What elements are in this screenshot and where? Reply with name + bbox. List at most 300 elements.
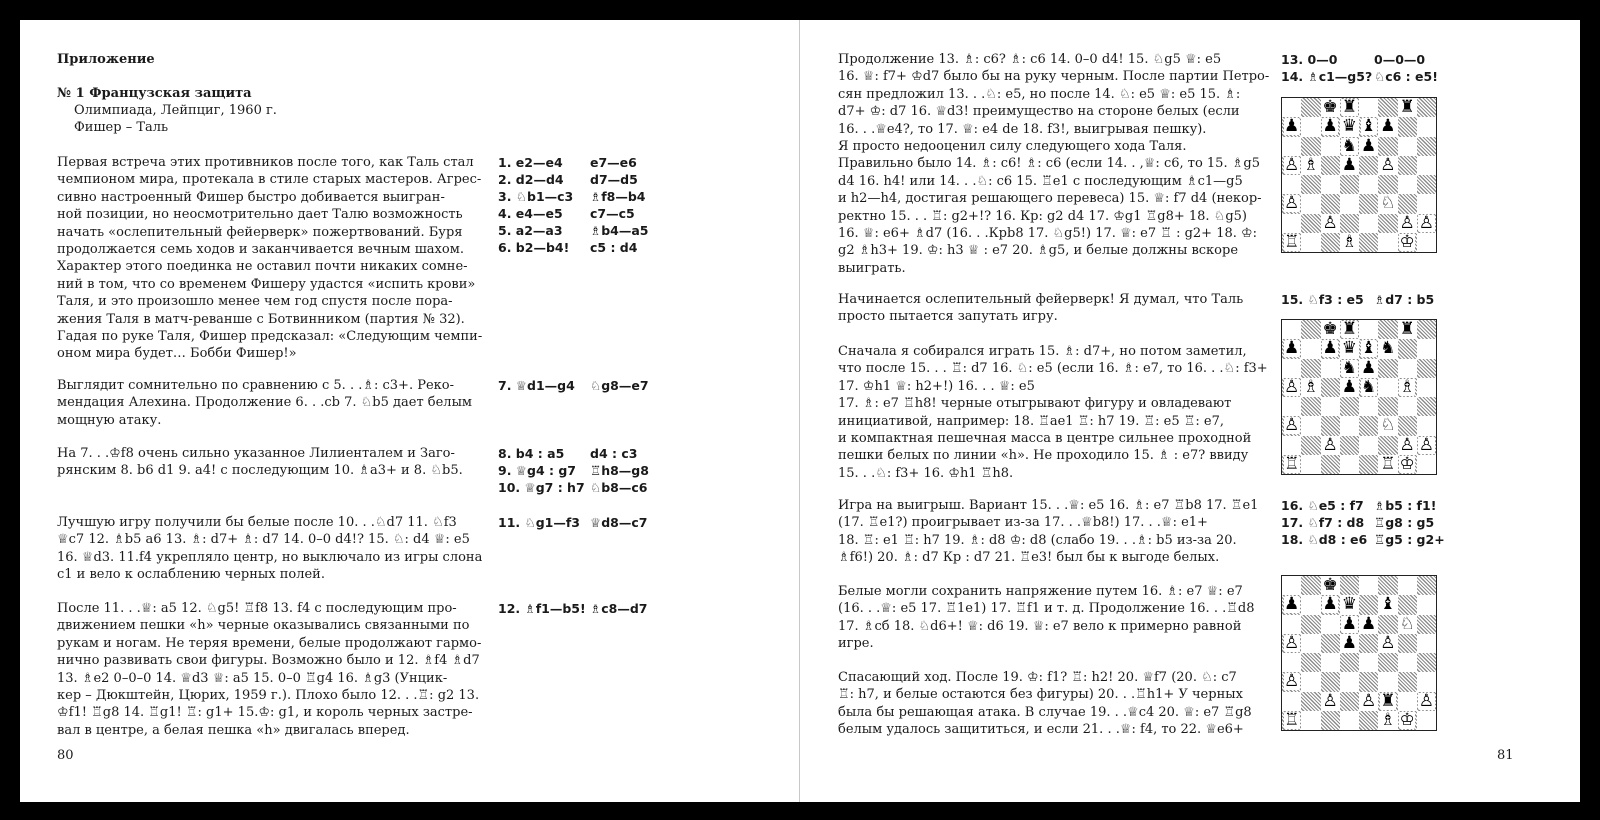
board-square bbox=[1359, 711, 1378, 730]
board-square bbox=[1359, 214, 1378, 233]
board-square bbox=[1417, 595, 1436, 614]
board-square bbox=[1340, 117, 1359, 136]
chess-piece-icon: ♝ bbox=[1361, 338, 1377, 359]
chess-piece-icon: ♙ bbox=[1380, 154, 1396, 175]
board-square bbox=[1378, 175, 1397, 194]
board-square bbox=[1340, 359, 1359, 378]
board-square bbox=[1340, 156, 1359, 175]
board-square bbox=[1321, 416, 1340, 435]
board-square bbox=[1378, 615, 1397, 634]
text-line: сян предложил 13. . .♘: e5, но после 14. ♘: e5 ♕: e5 15. ♗: bbox=[838, 86, 1241, 102]
board-square bbox=[1359, 339, 1378, 358]
black-move: ♗b5 : f1! bbox=[1374, 498, 1437, 513]
black-move: ♖g8 : g5 bbox=[1374, 515, 1435, 530]
board-square bbox=[1321, 711, 1340, 730]
board-square bbox=[1417, 320, 1436, 339]
board-square bbox=[1417, 98, 1436, 117]
black-move: ♖g5 : g2+ bbox=[1374, 532, 1445, 547]
board-square bbox=[1398, 436, 1417, 455]
board-square bbox=[1282, 98, 1301, 117]
chess-piece-icon: ♞ bbox=[1361, 376, 1377, 397]
chess-piece-icon: ♜ bbox=[1399, 319, 1415, 340]
board-square bbox=[1301, 692, 1320, 711]
board-square bbox=[1321, 576, 1340, 595]
board-square bbox=[1417, 175, 1436, 194]
board-square bbox=[1398, 455, 1417, 474]
board-square bbox=[1282, 175, 1301, 194]
board-square bbox=[1282, 416, 1301, 435]
black-move: ♘c6 : e5! bbox=[1374, 69, 1438, 84]
board-square bbox=[1340, 615, 1359, 634]
text-line: Характер этого поединка не оставил почти никаких сомне- bbox=[57, 259, 468, 275]
board-square bbox=[1359, 98, 1378, 117]
text-line: 17. ♗cб 18. ♘d6+! ♕: d6 19. ♕: e7 вело к примерно равной bbox=[838, 618, 1242, 634]
board-square bbox=[1417, 117, 1436, 136]
text-line: рянским 8. b6 d1 9. a4! с последующим 10. ♗a3+ и 8. ♘b5. bbox=[57, 463, 463, 479]
board-square bbox=[1340, 194, 1359, 213]
board-square bbox=[1378, 711, 1397, 730]
white-move: 7. ♕d1—g4 bbox=[498, 378, 575, 393]
board-square bbox=[1282, 117, 1301, 136]
chess-piece-icon: ♟ bbox=[1341, 613, 1357, 634]
board-square bbox=[1417, 378, 1436, 397]
chess-piece-icon: ♟ bbox=[1361, 613, 1377, 634]
board-square bbox=[1301, 672, 1320, 691]
board-square bbox=[1282, 692, 1301, 711]
white-move: 4. e4—e5 bbox=[498, 206, 563, 221]
chess-piece-icon: ♙ bbox=[1284, 671, 1300, 692]
board-square bbox=[1321, 672, 1340, 691]
board-square bbox=[1359, 595, 1378, 614]
board-square bbox=[1398, 320, 1417, 339]
text-line: ректно 15. . . ♖: g2+!? 16. Кр: g2 d4 17. ♔g1 ♖g8+ 18. ♘g5) bbox=[838, 208, 1248, 224]
board-square bbox=[1398, 416, 1417, 435]
text-line: выиграть. bbox=[838, 260, 906, 276]
chess-piece-icon: ♟ bbox=[1284, 338, 1300, 359]
chess-piece-icon: ♛ bbox=[1341, 338, 1357, 359]
board-square bbox=[1321, 436, 1340, 455]
chess-piece-icon: ♔ bbox=[1399, 709, 1415, 730]
text-line: 13. ♗e2 0–0–0 14. ♕d3 ♕: a5 15. 0–0 ♖g4 16. ♗g3 (Унцик- bbox=[57, 670, 448, 686]
text-line: (17. ♖e1?) проигрывает из-за 17. . .♕b8!) 17. . .♕: e1+ bbox=[838, 515, 1208, 531]
chess-piece-icon: ♙ bbox=[1284, 376, 1300, 397]
board-square bbox=[1282, 672, 1301, 691]
text-line: Продолжение 13. ♗: c6? ♗: c6 14. 0–0 d4! 15. ♘g5 ♕: e5 bbox=[838, 52, 1222, 67]
chess-piece-icon: ♙ bbox=[1322, 690, 1338, 711]
black-move: ♘g8—e7 bbox=[590, 378, 649, 393]
text-line: 16. ♕d3. 11.f4 укрепляло центр, но выключало из игры слона bbox=[57, 549, 483, 565]
white-move: 11. ♘g1—f3 bbox=[498, 515, 580, 530]
chess-diagram bbox=[1281, 97, 1437, 253]
board-square bbox=[1282, 359, 1301, 378]
board-square bbox=[1282, 397, 1301, 416]
white-move: 13. 0—0 bbox=[1281, 52, 1338, 67]
text-line: ♕c7 12. ♗b5 a6 13. ♗: d7+ ♗: d7 14. 0–0 d4!? 15. ♘: d4 ♕: e5 bbox=[57, 532, 470, 548]
chess-piece-icon: ♟ bbox=[1322, 116, 1338, 137]
board-square bbox=[1359, 455, 1378, 474]
board-square bbox=[1417, 672, 1436, 691]
text-line: 16. . .♕e4?, то 17. ♕: e4 de 18. f3!, выигрывая пешку). bbox=[838, 121, 1207, 137]
board-square bbox=[1301, 397, 1320, 416]
text-line: пешки белых по линии «h». Не проходило 15. ♗ : e7? ввиду bbox=[838, 448, 1249, 464]
board-square bbox=[1398, 634, 1417, 653]
board-square bbox=[1378, 436, 1397, 455]
board-square bbox=[1321, 175, 1340, 194]
board-square bbox=[1398, 359, 1417, 378]
text-line: d4 16. h4! или 14. . .♘: c6 15. ♖e1 с последующим ♗c1—g5 bbox=[838, 173, 1243, 189]
text-line: жения Таля в матч-реванше с Ботвинником (партия № 32). bbox=[57, 311, 465, 327]
board-square bbox=[1340, 595, 1359, 614]
text-line: вал в центре, а белая пешка «h» двигалась вперед. bbox=[57, 722, 410, 738]
text-line: кер – Дюкштейн, Цюрих, 1959 г.). Плохо было 12. . .♖: g2 13. bbox=[57, 688, 480, 703]
board-square bbox=[1359, 653, 1378, 672]
text-line: 15. . .♘: f3+ 16. ♔h1 ♖h8. bbox=[838, 465, 1014, 481]
chess-piece-icon: ♚ bbox=[1322, 319, 1338, 340]
white-move: 3. ♘b1—c3 bbox=[498, 189, 574, 204]
chess-piece-icon: ♖ bbox=[1284, 231, 1300, 252]
text-line: чемпионом мира, протекала в стиле старых мастеров. Агрес- bbox=[57, 172, 482, 188]
board-square bbox=[1378, 117, 1397, 136]
black-move: 0—0—0 bbox=[1374, 52, 1426, 67]
text-line: (16. . .♕: e5 17. ♖1e1) 17. ♖f1 и т. д. Продолжение 16. . .♖d8 bbox=[838, 601, 1255, 617]
white-move: 17. ♘f7 : d8 bbox=[1281, 515, 1365, 530]
text-line: начать «ослепительный фейерверк» пожертвований. Буря bbox=[57, 224, 463, 240]
white-move: 8. b4 : a5 bbox=[498, 446, 565, 461]
text-line: Я просто недооценил силу следующего хода Таля. bbox=[838, 139, 1187, 154]
text-line: 16. ♕: e6+ ♗d7 (16. . .Крb8 17. ♘g5!) 17. ♕: e7 ♖ : g2+ 18. ♔: bbox=[838, 226, 1258, 241]
black-move: e7—e6 bbox=[590, 155, 637, 170]
board-square bbox=[1282, 653, 1301, 672]
board-square bbox=[1301, 137, 1320, 156]
board-square bbox=[1378, 339, 1397, 358]
text-line: 17. ♔h1 ♕: h2+!) 16. . . ♕: e5 bbox=[838, 378, 1035, 394]
black-move: c7—c5 bbox=[590, 206, 635, 221]
board-square bbox=[1378, 397, 1397, 416]
board-square bbox=[1417, 397, 1436, 416]
chess-piece-icon: ♝ bbox=[1380, 594, 1396, 615]
chess-piece-icon: ♙ bbox=[1284, 193, 1300, 214]
text-line: продолжается семь ходов и заканчивается вечным шахом. bbox=[57, 242, 464, 257]
board-square bbox=[1321, 634, 1340, 653]
white-move: 5. a2—a3 bbox=[498, 223, 563, 238]
text-line: Белые могли сохранить напряжение путем 16. ♗: e7 ♕: e7 bbox=[838, 584, 1243, 599]
board-square bbox=[1340, 455, 1359, 474]
board-square bbox=[1321, 117, 1340, 136]
white-move: 15. ♘f3 : e5 bbox=[1281, 292, 1364, 307]
white-move: 6. b2—b4! bbox=[498, 240, 570, 255]
board-square bbox=[1378, 692, 1397, 711]
board-square bbox=[1301, 455, 1320, 474]
board-square bbox=[1301, 117, 1320, 136]
chess-piece-icon: ♖ bbox=[1284, 709, 1300, 730]
text-line: Спасающий ход. После 19. ♔: f1? ♖: h2! 20. ♕f7 (20. ♘: c7 bbox=[838, 670, 1237, 685]
board-square bbox=[1340, 672, 1359, 691]
board-square bbox=[1340, 137, 1359, 156]
board-square bbox=[1282, 455, 1301, 474]
chess-piece-icon: ♜ bbox=[1380, 690, 1396, 711]
board-square bbox=[1340, 339, 1359, 358]
board-square bbox=[1398, 692, 1417, 711]
board-square bbox=[1321, 378, 1340, 397]
board-square bbox=[1378, 455, 1397, 474]
board-square bbox=[1378, 98, 1397, 117]
board-square bbox=[1398, 214, 1417, 233]
board-square bbox=[1398, 595, 1417, 614]
board-square bbox=[1301, 615, 1320, 634]
board-square bbox=[1301, 98, 1320, 117]
chess-piece-icon: ♟ bbox=[1341, 154, 1357, 175]
chess-piece-icon: ♙ bbox=[1399, 434, 1415, 455]
board-square bbox=[1398, 175, 1417, 194]
black-move: c5 : d4 bbox=[590, 240, 638, 255]
board-square bbox=[1359, 672, 1378, 691]
board-square bbox=[1378, 672, 1397, 691]
board-square bbox=[1359, 359, 1378, 378]
board-square bbox=[1340, 233, 1359, 252]
board-square bbox=[1417, 615, 1436, 634]
board-square bbox=[1359, 634, 1378, 653]
board-square bbox=[1417, 194, 1436, 213]
text-line: Правильно было 14. ♗: c6! ♗: c6 (если 14. . ,♕: c6, то 15. ♗g5 bbox=[838, 156, 1260, 172]
white-move: 16. ♘e5 : f7 bbox=[1281, 498, 1364, 513]
chess-piece-icon: ♙ bbox=[1284, 154, 1300, 175]
board-square bbox=[1340, 397, 1359, 416]
chess-piece-icon: ♙ bbox=[1322, 434, 1338, 455]
board-square bbox=[1417, 233, 1436, 252]
white-move: 18. ♘d8 : e6 bbox=[1281, 532, 1368, 547]
text-line: ной позиции, но неосмотрительно дает Талю возможность bbox=[57, 207, 463, 223]
board-square bbox=[1301, 233, 1320, 252]
board-square bbox=[1359, 692, 1378, 711]
chess-piece-icon: ♘ bbox=[1380, 415, 1396, 436]
board-square bbox=[1301, 214, 1320, 233]
game-title: № 1 Французская защита bbox=[57, 86, 252, 101]
board-square bbox=[1340, 214, 1359, 233]
left-page bbox=[20, 20, 799, 802]
black-move: d4 : c3 bbox=[590, 446, 638, 461]
white-move: 12. ♗f1—b5! bbox=[498, 601, 586, 616]
board-square bbox=[1398, 339, 1417, 358]
board-square bbox=[1398, 137, 1417, 156]
chess-piece-icon: ♗ bbox=[1341, 231, 1357, 252]
board-square bbox=[1321, 98, 1340, 117]
board-square bbox=[1378, 378, 1397, 397]
board-square bbox=[1282, 137, 1301, 156]
board-square bbox=[1378, 359, 1397, 378]
chess-piece-icon: ♘ bbox=[1380, 193, 1396, 214]
white-move: 2. d2—d4 bbox=[498, 172, 564, 187]
board-square bbox=[1282, 576, 1301, 595]
chess-piece-icon: ♟ bbox=[1284, 116, 1300, 137]
board-square bbox=[1282, 339, 1301, 358]
board-square bbox=[1301, 595, 1320, 614]
chess-piece-icon: ♙ bbox=[1418, 434, 1434, 455]
text-line: Первая встреча этих противников после того, как Таль стал bbox=[57, 155, 474, 170]
chess-piece-icon: ♟ bbox=[1361, 357, 1377, 378]
board-square bbox=[1282, 634, 1301, 653]
board-square bbox=[1417, 576, 1436, 595]
board-square bbox=[1417, 692, 1436, 711]
white-move: 9. ♕g4 : g7 bbox=[498, 463, 576, 478]
board-square bbox=[1282, 595, 1301, 614]
board-square bbox=[1398, 98, 1417, 117]
board-square bbox=[1321, 156, 1340, 175]
board-square bbox=[1378, 214, 1397, 233]
board-square bbox=[1417, 156, 1436, 175]
board-square bbox=[1417, 137, 1436, 156]
chess-piece-icon: ♜ bbox=[1341, 97, 1357, 118]
board-square bbox=[1359, 233, 1378, 252]
board-square bbox=[1301, 359, 1320, 378]
board-square bbox=[1398, 117, 1417, 136]
board-square bbox=[1417, 416, 1436, 435]
board-square bbox=[1321, 233, 1340, 252]
chess-piece-icon: ♖ bbox=[1380, 453, 1396, 474]
board-square bbox=[1398, 615, 1417, 634]
board-square bbox=[1359, 436, 1378, 455]
board-square bbox=[1340, 378, 1359, 397]
board-square bbox=[1417, 455, 1436, 474]
chess-piece-icon: ♞ bbox=[1341, 135, 1357, 156]
chess-piece-icon: ♛ bbox=[1341, 116, 1357, 137]
text-line: Таля, и это произошло менее чем год спустя после пора- bbox=[57, 294, 453, 310]
board-square bbox=[1340, 416, 1359, 435]
board-square bbox=[1359, 615, 1378, 634]
chess-piece-icon: ♜ bbox=[1399, 97, 1415, 118]
text-line: нично развивать свои фигуры. Возможно было и 12. ♗f4 ♗d7 bbox=[57, 653, 480, 669]
chess-piece-icon: ♟ bbox=[1341, 376, 1357, 397]
board-square bbox=[1359, 194, 1378, 213]
text-line: Сначала я собирался играть 15. ♗: d7+, но потом заметил, bbox=[838, 344, 1247, 359]
text-line: движением пешки «h» черные оказывались связанными по bbox=[57, 618, 470, 634]
board-square bbox=[1359, 378, 1378, 397]
black-move: ♗c8—d7 bbox=[590, 601, 648, 616]
chess-piece-icon: ♞ bbox=[1341, 357, 1357, 378]
text-line: 17. ♗: e7 ♖h8! черные отыгрывают фигуру и овладевают bbox=[838, 396, 1232, 412]
text-line: была бы решающая атака. В случае 19. . .♕c4 20. ♕: e7 ♖g8 bbox=[838, 704, 1252, 720]
chess-piece-icon: ♗ bbox=[1303, 376, 1319, 397]
text-line: 18. ♖: e1 ♖: h7 19. ♗: d8 ♔: d8 (слабо 19. . .♗: b5 из-за 20. bbox=[838, 532, 1237, 548]
chess-piece-icon: ♟ bbox=[1341, 632, 1357, 653]
chess-piece-icon: ♝ bbox=[1361, 116, 1377, 137]
board-square bbox=[1417, 653, 1436, 672]
text-line: что после 15. . . ♖: d7 16. ♘: e5 (если 16. ♗: e7, то 16. . .♘: f3+ bbox=[838, 361, 1268, 377]
text-line: Гадая по руке Таля, Фишер предсказал: «Следующим чемпи- bbox=[57, 329, 483, 344]
board-square bbox=[1340, 320, 1359, 339]
text-line: Выглядит сомнительно по сравнению с 5. . .♗: c3+. Реко- bbox=[57, 378, 454, 393]
board-square bbox=[1417, 436, 1436, 455]
chess-piece-icon: ♟ bbox=[1284, 594, 1300, 615]
board-square bbox=[1301, 378, 1320, 397]
text-line: рукам и ногам. Не теряя времени, белые продолжают гармо- bbox=[57, 635, 482, 651]
text-line: и компактная пешечная масса в центре сильнее проходной bbox=[838, 431, 1252, 446]
board-square bbox=[1301, 339, 1320, 358]
chess-piece-icon: ♛ bbox=[1341, 594, 1357, 615]
board-square bbox=[1321, 692, 1340, 711]
board-square bbox=[1398, 576, 1417, 595]
board-square bbox=[1282, 320, 1301, 339]
board-square bbox=[1301, 416, 1320, 435]
board-square bbox=[1301, 175, 1320, 194]
chess-piece-icon: ♚ bbox=[1322, 97, 1338, 118]
board-square bbox=[1282, 436, 1301, 455]
board-square bbox=[1321, 339, 1340, 358]
chess-piece-icon: ♙ bbox=[1399, 212, 1415, 233]
board-square bbox=[1301, 194, 1320, 213]
chess-piece-icon: ♗ bbox=[1303, 154, 1319, 175]
white-move: 10. ♕g7 : h7 bbox=[498, 480, 585, 495]
board-square bbox=[1398, 233, 1417, 252]
chess-piece-icon: ♙ bbox=[1322, 212, 1338, 233]
chess-piece-icon: ♗ bbox=[1380, 709, 1396, 730]
text-line: Игра на выигрыш. Вариант 15. . .♕: e5 16. ♗: e7 ♖b8 17. ♖e1 bbox=[838, 498, 1259, 513]
board-square bbox=[1301, 576, 1320, 595]
text-line: игре. bbox=[838, 636, 874, 652]
chess-piece-icon: ♔ bbox=[1399, 453, 1415, 474]
board-square bbox=[1301, 320, 1320, 339]
board-square bbox=[1282, 233, 1301, 252]
board-square bbox=[1359, 397, 1378, 416]
board-square bbox=[1378, 194, 1397, 213]
board-square bbox=[1359, 416, 1378, 435]
chess-piece-icon: ♙ bbox=[1418, 690, 1434, 711]
board-square bbox=[1398, 194, 1417, 213]
text-line: ♔f1! ♖g8 14. ♖g1! ♖: g1+ 15.♔: g1, и король черных застре- bbox=[57, 705, 473, 721]
board-square bbox=[1321, 653, 1340, 672]
board-square bbox=[1321, 214, 1340, 233]
chess-piece-icon: ♔ bbox=[1399, 231, 1415, 252]
board-square bbox=[1398, 711, 1417, 730]
board-square bbox=[1340, 653, 1359, 672]
text-line: d7+ ♔: d7 16. ♕d3! преимущество на стороне белых (если bbox=[838, 104, 1240, 120]
chess-piece-icon: ♘ bbox=[1399, 613, 1415, 634]
chess-piece-icon: ♖ bbox=[1284, 453, 1300, 474]
board-square bbox=[1301, 436, 1320, 455]
board-square bbox=[1378, 634, 1397, 653]
chess-piece-icon: ♙ bbox=[1361, 690, 1377, 711]
board-square bbox=[1282, 214, 1301, 233]
text-line: Начинается ослепительный фейерверк! Я думал, что Таль bbox=[838, 292, 1244, 307]
chess-diagram bbox=[1281, 575, 1437, 731]
board-square bbox=[1359, 137, 1378, 156]
page-number: 80 bbox=[57, 748, 74, 763]
board-square bbox=[1340, 711, 1359, 730]
text-line: мендация Алехина. Продолжение 6. . .cb 7. ♘b5 дает белым bbox=[57, 395, 473, 411]
chess-piece-icon: ♙ bbox=[1284, 415, 1300, 436]
text-line: белым удалось защититься, и если 21. . .♕: f4, то 22. ♕e6+ bbox=[838, 722, 1244, 738]
board-square bbox=[1398, 378, 1417, 397]
board-square bbox=[1359, 156, 1378, 175]
board-square bbox=[1321, 595, 1340, 614]
white-move: 1. e2—e4 bbox=[498, 155, 563, 170]
board-square bbox=[1321, 194, 1340, 213]
board-square bbox=[1417, 359, 1436, 378]
board-square bbox=[1398, 156, 1417, 175]
chess-piece-icon: ♗ bbox=[1399, 376, 1415, 397]
black-move: ♗f8—b4 bbox=[590, 189, 646, 204]
black-move: ♗d7 : b5 bbox=[1374, 292, 1435, 307]
text-line: мощную атаку. bbox=[57, 412, 162, 428]
chess-piece-icon: ♙ bbox=[1380, 632, 1396, 653]
board-square bbox=[1282, 194, 1301, 213]
chess-piece-icon: ♙ bbox=[1284, 632, 1300, 653]
board-square bbox=[1321, 137, 1340, 156]
board-square bbox=[1359, 320, 1378, 339]
board-square bbox=[1321, 320, 1340, 339]
board-square bbox=[1321, 455, 1340, 474]
board-square bbox=[1340, 576, 1359, 595]
chess-piece-icon: ♟ bbox=[1361, 135, 1377, 156]
